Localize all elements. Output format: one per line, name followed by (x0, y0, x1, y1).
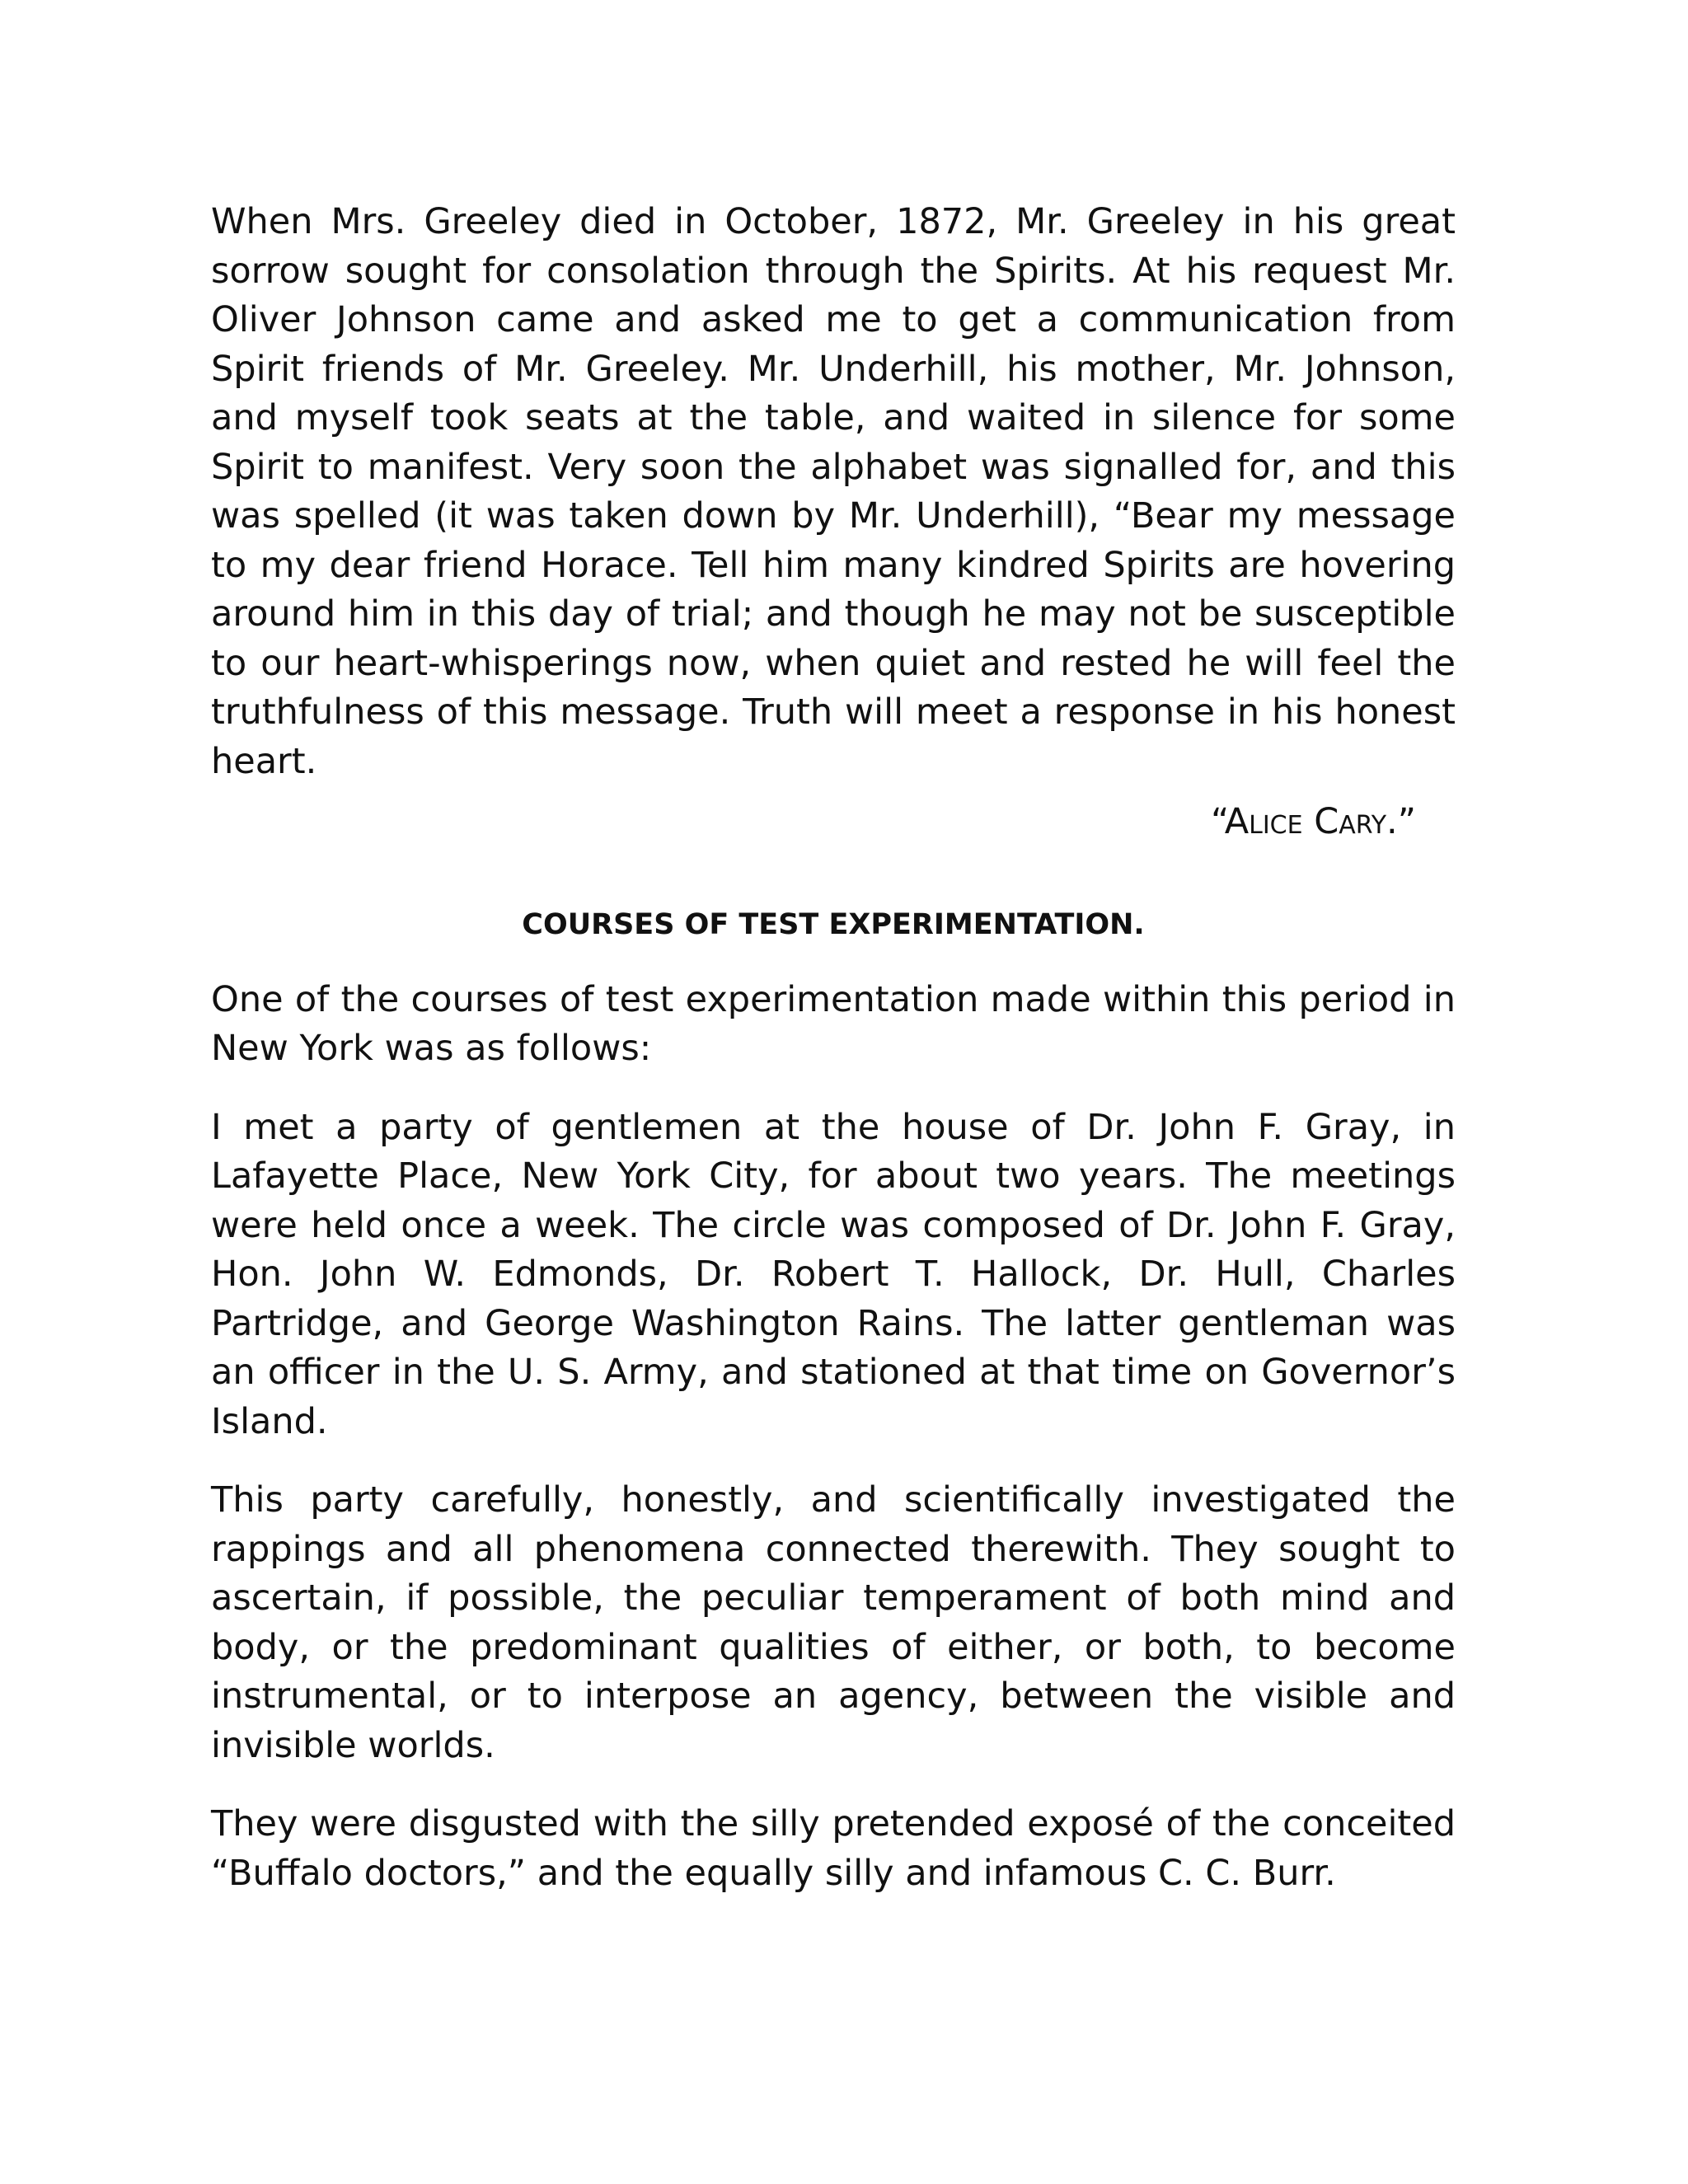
paragraph-greeley-seance: When Mrs. Greeley died in October, 1872, Mr. Greeley in his great sorrow sought for consolation through the Spirits. At his request Mr. Oliver Johnson came and asked me to get a communication from Spirit friends of Mr. Greeley. Mr. Underhill, his mother, Mr. Johnson, and myself took seats at the table, and waited in silence for some Spirit to manifest. Very soon the alphabet was signalled for, and this was spelled (it was taken down by Mr. Underhill), “Bear my message to my dear friend Horace. Tell him many kindred Spirits are hovering around him in this day of trial; and though he may not be susceptible to our heart-whisperings now, when quiet and rested he will feel the truthfulness of this message. Truth will meet a response in his honest heart. (211, 201, 1456, 782)
paragraph-courses-intro: One of the courses of test experimentation made within this period in New York was as follows: (211, 978, 1456, 1069)
section-heading: COURSES OF TEST EXPERIMENTATION. (522, 907, 1145, 941)
document-page (211, 198, 1456, 1898)
paragraph-investigation: This party carefully, honestly, and scientifically investigated the rappings and all phenomena connected therewith. They sought to ascertain, if possible, the peculiar temperament of both mind and body, or the predominant qualities of either, or both, to become instrumental, or to interpose an agency, between the visible and invisible worlds. (211, 1479, 1456, 1766)
paragraph-buffalo-doctors: They were disgusted with the silly pretended exposé of the conceited “Buffalo doctors,” and the equally silly and infamous C. C. Burr. (211, 1803, 1456, 1894)
paragraph-gentlemen-party: I met a party of gentlemen at the house of Dr. John F. Gray, in Lafayette Place, New York City, for about two years. The meetings were held once a week. The circle was composed of Dr. John F. Gray, Hon. John W. Edmonds, Dr. Robert T. Hallock, Dr. Hull, Charles Partridge, and George Washington Rains. The latter gentleman was an officer in the U. S. Army, and stationed at that time on Governor’s Island. (211, 1106, 1456, 1442)
signature-alice-cary: “Alice Cary.” (1210, 801, 1416, 842)
